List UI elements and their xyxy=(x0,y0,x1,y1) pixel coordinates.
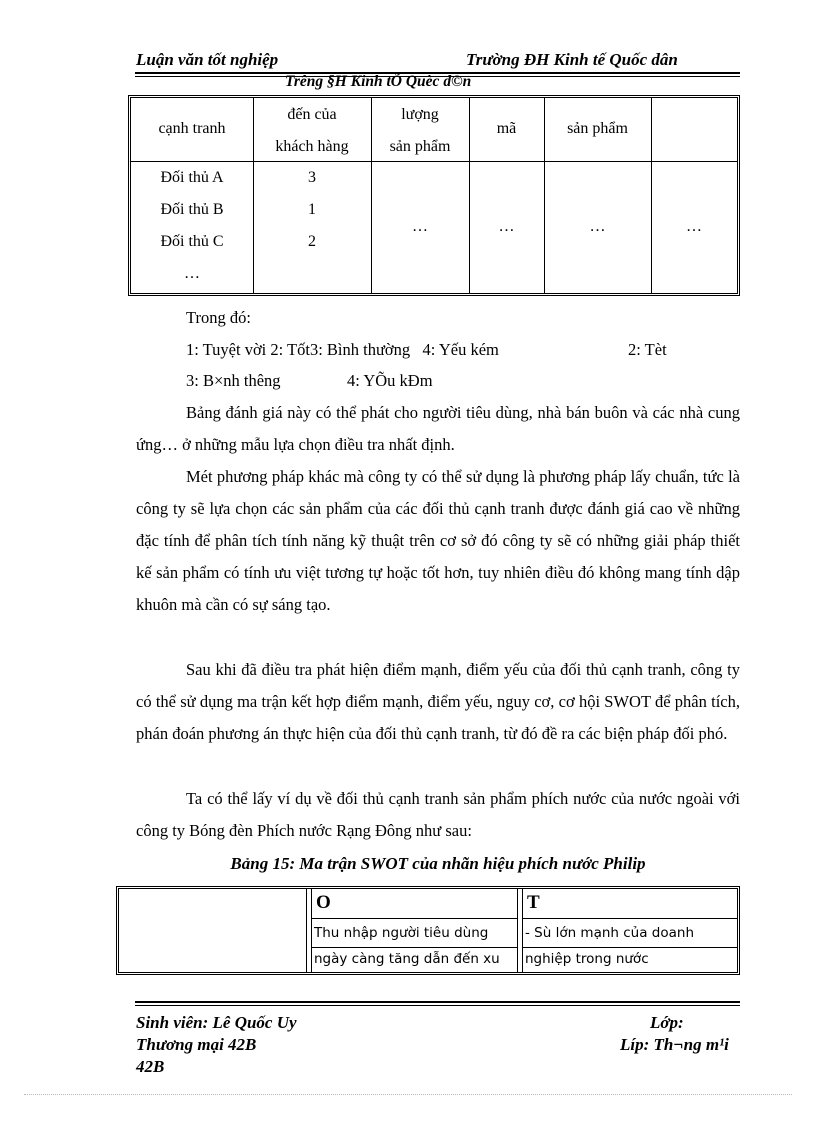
list-item: Đối thủ B xyxy=(160,201,224,218)
legend-line-2a: 3: B×nh thêng xyxy=(186,371,281,390)
table-header-cell: cạnh tranh xyxy=(158,120,226,137)
paragraph-3: Sau khi đã điều tra phát hiện điểm mạnh, điểm yếu của đối thủ cạnh tranh, công ty có thể sử dụng ma trận kết hợp điểm mạnh, điểm yếu, nguy cơ, cơ hội SWOT để phân tích, phán đoán phương án thực hiện của đối thủ cạnh tranh, từ đó đề ra các biện pháp đối phó. xyxy=(136,660,740,743)
table-cell-ellipsis: … xyxy=(686,218,702,235)
paragraph-2: Mét phương pháp khác mà công ty có thể sử dụng là phương pháp lấy chuẩn, tức là công ty sẽ lựa chọn các sản phẩm của các đối thủ cạnh tranh được đánh giá cao về những đặc tính để phân tích tính năng kỹ thuật trên cơ sở đó công ty sẽ có những giải pháp thiết kế sản phẩm có tính ưu việt tương tự hoặc tốt hơn, tuy nhiên điều đó không mang tính dập khuôn mà cần có sự sáng tạo. xyxy=(136,467,740,614)
list-item: … xyxy=(184,265,200,282)
list-item: Đối thủ C xyxy=(160,233,224,250)
swot-o-heading: O xyxy=(316,892,331,913)
table-header-cell: mã xyxy=(496,120,517,137)
competitor-list xyxy=(131,162,253,290)
table-cell-ellipsis: … xyxy=(412,218,428,235)
header-right: Trường ĐH Kinh tế Quốc dân xyxy=(466,50,678,69)
swot-t-heading: T xyxy=(527,892,540,913)
footer-rule-thin xyxy=(135,1005,740,1006)
footer-class-label: Lớp: xyxy=(650,1013,684,1032)
footer-class-garbled: Líp: Th¬ng m¹i xyxy=(620,1035,729,1054)
header-left: Luận văn tốt nghiệp xyxy=(136,50,279,69)
swot-t-line: - Sù lớn mạnh của doanh xyxy=(525,925,695,941)
legend-line-1b: 2: Tèt xyxy=(628,340,667,359)
table-header-cell: lượng sản phẩm xyxy=(389,106,451,155)
list-item: 1 xyxy=(308,201,316,218)
paragraph-1: Bảng đánh giá này có thể phát cho người tiêu dùng, nhà bán buôn và các nhà cung ứng… ở những mẫu lựa chọn điều tra nhất định. xyxy=(136,403,740,454)
paragraph-4: Ta có thể lấy ví dụ về đối thủ cạnh tranh sản phẩm phích nước của nước ngoài với công ty Bóng đèn Phích nước Rạng Đông như sau: xyxy=(136,789,740,840)
swot-table xyxy=(116,886,740,975)
list-item: 3 xyxy=(308,169,316,186)
table-cell-ellipsis: … xyxy=(589,218,606,235)
swot-t-line: nghiệp trong nước xyxy=(525,951,649,967)
table-cell-ellipsis: … xyxy=(498,218,515,235)
footer-student: Sinh viên: Lê Quốc Uy xyxy=(136,1013,297,1032)
score-list xyxy=(253,162,371,258)
swot-o-line: Thu nhập người tiêu dùng xyxy=(314,925,489,941)
list-item: 2 xyxy=(308,233,316,250)
competitor-table xyxy=(128,95,740,296)
page-edge xyxy=(24,1094,792,1095)
list-item: Đối thủ A xyxy=(160,169,224,186)
legend-line-2b: 4: YÕu kÐm xyxy=(347,371,433,390)
footer-rule xyxy=(135,1001,740,1003)
trong-do-label: Trong đó: xyxy=(186,308,251,327)
swot-o-line: ngày càng tăng dẫn đến xu xyxy=(314,951,500,967)
table-header-cell: đến của khách hàng xyxy=(275,106,349,155)
header-garbled: Trêng §H Kinh tÕ Quèc d©n xyxy=(285,73,472,90)
legend-line-1: 1: Tuyệt vời 2: Tốt3: Bình thường 4: Yếu kém xyxy=(186,340,499,359)
footer-major: Thương mại 42B xyxy=(136,1035,257,1054)
footer-cohort: 42B xyxy=(136,1057,165,1076)
table-header-cell: sản phẩm xyxy=(567,120,628,137)
table-caption: Bảng 15: Ma trận SWOT của nhãn hiệu phích nước Philip xyxy=(230,854,646,873)
